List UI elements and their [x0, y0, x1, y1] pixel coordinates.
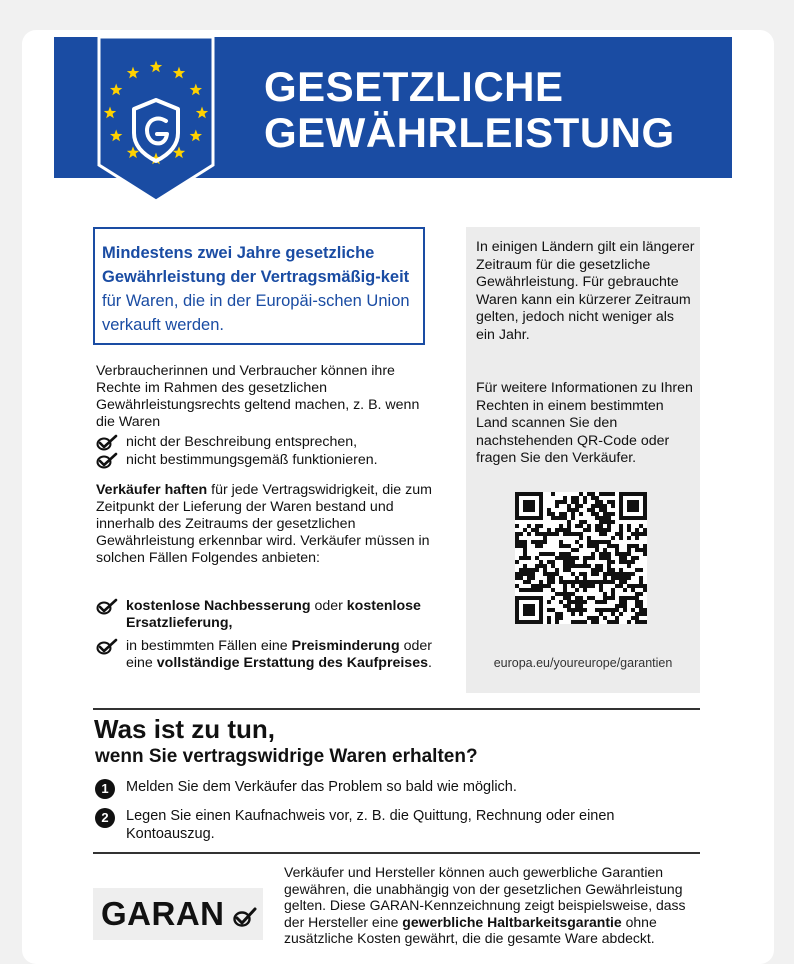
garan-paragraph — [284, 864, 704, 947]
remedy-bold: vollständige Erstattung des Kaufpreises — [156, 655, 428, 671]
rights-bullet-text: nicht bestimmungsgemäß funktionieren. — [126, 452, 378, 468]
step-number-icon: 2 — [95, 808, 115, 828]
remedy-item — [96, 638, 436, 672]
todo-step — [95, 779, 695, 797]
check-icon — [96, 434, 118, 451]
divider — [93, 708, 700, 710]
eu-shield-icon — [95, 37, 217, 202]
rights-bullet — [96, 452, 436, 469]
rights-bullet — [96, 434, 436, 451]
garan-check-icon — [233, 906, 257, 928]
seller-paragraph — [96, 482, 436, 567]
sidebar-paragraph-2: Für weitere Informationen zu Ihren Rechten in einem bestimmten Land scannen Sie den nachstehenden QR-Code oder fragen Sie den Verkäufer. — [476, 380, 693, 466]
garan-text: Verkäufer und Hersteller können auch gewerbliche Garantien gewähren, die unabhängig von der gesetzlichen Gewährleistung gelten. Diese GARAN-Kennzeichnung zeigt beispielsweise, dass der Hersteller eine — [284, 864, 686, 930]
info-url[interactable]: europa.eu/youreurope/garantien — [493, 656, 673, 670]
title-line-1: GESETZLICHE — [264, 63, 564, 110]
intro-box — [93, 227, 425, 345]
seller-bold-text: Verkäufer haften — [96, 482, 208, 498]
intro-text: für Waren, die in der Europäi-schen Union verkauft werden. — [102, 292, 410, 334]
remedy-item — [96, 598, 436, 632]
step-text: Legen Sie einen Kaufnachweis vor, z. B. die Quittung, Rechnung oder einen Kontoauszug. — [126, 808, 615, 842]
todo-step — [95, 808, 695, 843]
todo-subheading: wenn Sie vertragswidrige Waren erhalten? — [95, 746, 478, 767]
garan-logo — [93, 888, 263, 940]
remedy-bold: kostenlose Ersatzlieferung, — [126, 598, 421, 631]
garan-bold-text: gewerbliche Haltbarkeitsgarantie — [402, 913, 622, 930]
remedy-bold: Preisminderung — [291, 638, 400, 654]
divider — [93, 852, 700, 854]
seller-text: für jede Vertragswidrigkeit, die zum Zeitpunkt der Lieferung der Waren bestand und innerhalb des Zeitraums der gesetzlichen Gewährleistung erkennbar wird. Verkäufer müssen in solchen Fällen Folgendes anbieten: — [96, 482, 432, 566]
remedy-text — [126, 638, 436, 672]
remedy-bold: kostenlose Nachbesserung — [126, 598, 311, 614]
step-text: Melden Sie dem Verkäufer das Problem so bald wie möglich. — [126, 779, 517, 795]
garan-text: ohne zusätzliche Kosten gewährt, die die gesamte Ware abdeckt. — [284, 913, 657, 946]
remedy-plain: oder — [310, 598, 347, 614]
intro-bold-text: Mindestens zwei Jahre gesetzliche Gewährleistung der Vertragsmäßig-keit — [102, 244, 410, 286]
remedy-plain: . — [427, 655, 432, 671]
rights-bullet-text: nicht der Beschreibung entsprechen, — [126, 434, 358, 450]
title-line-2: GEWÄHRLEISTUNG — [264, 109, 675, 156]
remedy-text — [126, 598, 436, 632]
sidebar-paragraph-1: In einigen Ländern gilt ein längerer Zeitraum für die gesetzliche Gewährleistung. Für gebrauchte Waren kann ein kürzerer Zeitraum gelten, jedoch nicht weniger als ein Jahr. — [476, 239, 695, 343]
page-title — [264, 64, 675, 156]
rights-paragraph: Verbraucherinnen und Verbraucher können ihre Rechte im Rahmen des gesetzlichen Gewährleistungsrechts geltend machen, z. B. wenn die Waren — [96, 363, 420, 430]
check-icon — [96, 598, 118, 615]
check-icon — [96, 452, 118, 469]
step-number-icon: 1 — [95, 779, 115, 799]
todo-heading: Was ist zu tun, — [94, 714, 276, 744]
qr-code-icon[interactable] — [515, 492, 647, 624]
check-icon — [96, 638, 118, 655]
remedy-plain: oder eine — [126, 638, 432, 671]
remedy-plain: in bestimmten Fällen eine — [126, 638, 292, 654]
label-card — [22, 30, 774, 964]
garan-logo-text: GARAN — [101, 895, 225, 932]
